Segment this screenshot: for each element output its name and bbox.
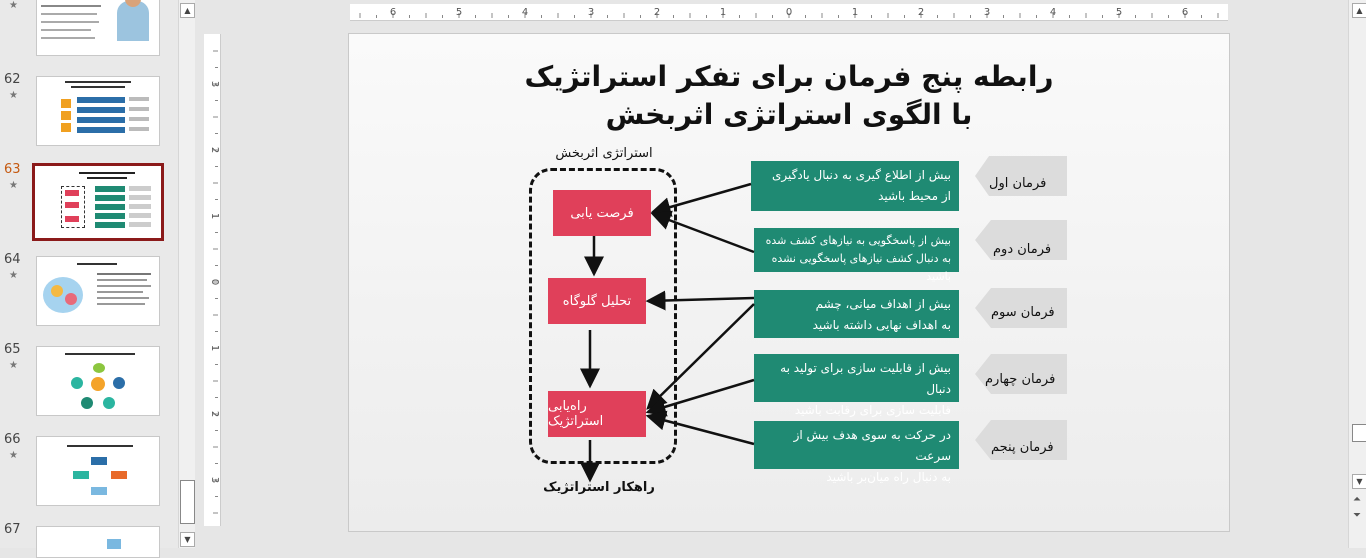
- command-3-label: فرمان سوم: [991, 305, 1055, 320]
- slide-number: 67: [4, 522, 21, 537]
- ruler-tick-label: 2: [209, 410, 220, 418]
- scroll-up-icon[interactable]: ▲: [180, 3, 195, 18]
- animation-star-icon: ★: [9, 360, 18, 371]
- group-label: استراتژی اثربخش: [555, 146, 653, 161]
- ruler-tick-label: 6: [389, 7, 397, 18]
- scroll-up-icon[interactable]: ▲: [1352, 3, 1366, 18]
- ruler-tick-label: 3: [209, 476, 220, 484]
- scroll-down-icon[interactable]: ▼: [1352, 474, 1366, 489]
- ruler-tick-label: 0: [785, 7, 793, 18]
- opportunity-label: فرصت یابی: [570, 205, 634, 221]
- command-5-label: فرمان پنجم: [991, 440, 1054, 455]
- ruler-tick-label: 0: [209, 278, 220, 286]
- ruler-tick-label: 4: [521, 7, 529, 18]
- ruler-tick-label: 1: [209, 344, 220, 352]
- title-line-2: با الگوی استراتژی اثربخش: [605, 98, 973, 131]
- ruler-tick-label: 2: [653, 7, 661, 18]
- title-line-1: رابطه پنج فرمان برای تفکر استراتژیک: [524, 60, 1054, 93]
- command-4-label: فرمان چهارم: [985, 372, 1056, 387]
- slide-canvas[interactable]: [348, 33, 1230, 532]
- command-3-line-1: بیش از اهداف میانی، چشم: [815, 297, 951, 311]
- slide-thumbnail-pane: [0, 0, 178, 548]
- scrollbar-thumb[interactable]: [1352, 424, 1366, 442]
- animation-star-icon: ★: [9, 180, 18, 191]
- scrollbar-thumb[interactable]: [180, 480, 195, 524]
- strategic-path-label: راه‌یابی استراتژیک: [548, 399, 604, 429]
- slide-number: 64: [4, 252, 21, 267]
- ruler-tick-label: 2: [917, 7, 925, 18]
- ruler-tick-label: 5: [455, 7, 463, 18]
- command-5-line-2: به دنبال راه میان‌بر باشید: [826, 470, 951, 484]
- ruler-tick-label: 5: [1115, 7, 1123, 18]
- ruler-tick-label: 2: [209, 146, 220, 154]
- slide-thumbnail[interactable]: [36, 256, 160, 326]
- ruler-tick-label: 3: [209, 80, 220, 88]
- animation-star-icon: ★: [9, 0, 18, 11]
- thumbnail-scrollbar[interactable]: [178, 0, 195, 548]
- previous-slide-icon[interactable]: ⏶: [1353, 494, 1361, 505]
- command-1-line-1: بیش از اطلاع گیری به دنبال یادگیری: [772, 168, 951, 182]
- slide-thumbnail[interactable]: [36, 346, 160, 416]
- editor-scrollbar[interactable]: [1348, 0, 1366, 548]
- slide-thumbnail[interactable]: [36, 436, 160, 506]
- ruler-tick-label: 4: [1049, 7, 1057, 18]
- command-2-label: فرمان دوم: [993, 242, 1052, 257]
- slide-thumbnail[interactable]: [36, 526, 160, 558]
- animation-star-icon: ★: [9, 90, 18, 101]
- ruler-tick-label: 1: [851, 7, 859, 18]
- slide-number: 66: [4, 432, 21, 447]
- slide-thumbnail[interactable]: [36, 76, 160, 146]
- slide-number: 63: [4, 162, 21, 177]
- output-label: راهکار استراتژیک: [543, 480, 655, 495]
- command-2-line-1: بیش از پاسخگویی به نیازهای کشف شده: [765, 234, 951, 247]
- horizontal-ruler: [350, 4, 1228, 21]
- animation-star-icon: ★: [9, 270, 18, 281]
- ruler-tick-label: 1: [209, 212, 220, 220]
- diagram-connectors: [349, 34, 1229, 531]
- command-2-line-2: به دنبال کشف نیازهای پاسخگویی نشده باشید: [771, 252, 951, 283]
- animation-star-icon: ★: [9, 450, 18, 461]
- slide-thumbnail-selected[interactable]: [33, 164, 163, 240]
- ruler-tick-label: 6: [1181, 7, 1189, 18]
- bottleneck-label: تحلیل گلوگاه: [562, 293, 632, 309]
- command-3-line-2: به اهداف نهایی داشته باشید: [812, 318, 951, 332]
- ruler-tick-label: 3: [587, 7, 595, 18]
- next-slide-icon[interactable]: ⏷: [1353, 510, 1361, 521]
- vertical-ruler: [204, 34, 221, 526]
- command-5-line-1: در حرکت به سوی هدف بیش از سرعت: [793, 428, 951, 463]
- command-1-line-2: از محیط باشید: [878, 189, 951, 203]
- slide-number: 62: [4, 72, 21, 87]
- command-1-label: فرمان اول: [989, 176, 1047, 191]
- ruler-tick-label: 3: [983, 7, 991, 18]
- ruler-tick-label: 1: [719, 7, 727, 18]
- slide-thumbnail[interactable]: [36, 0, 160, 56]
- slide-number: 65: [4, 342, 21, 357]
- scroll-down-icon[interactable]: ▼: [180, 532, 195, 547]
- command-4-line-2: قابلیت سازی برای رقابت باشید: [794, 403, 951, 417]
- command-4-line-1: بیش از قابلیت سازی برای تولید به دنبال: [780, 361, 951, 396]
